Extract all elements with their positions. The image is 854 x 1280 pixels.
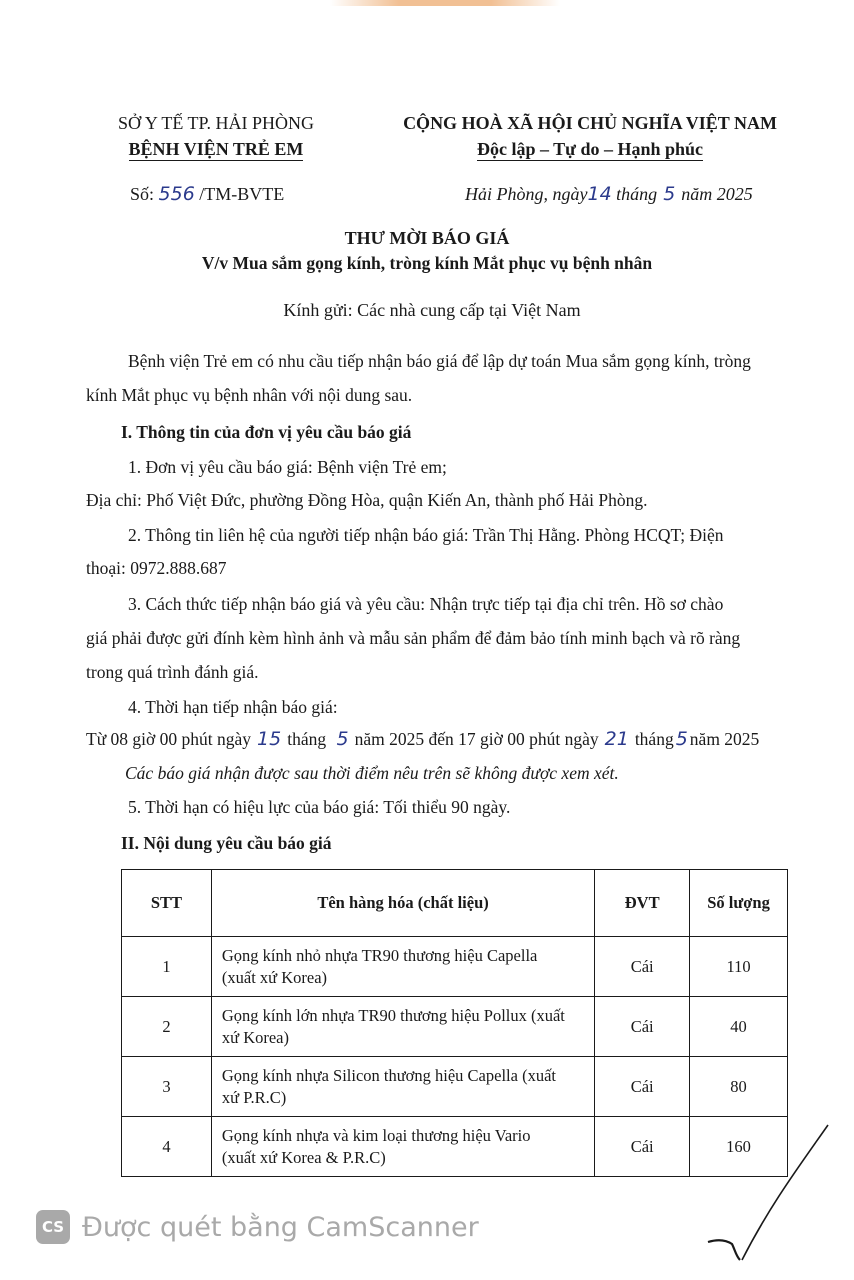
table-header-row	[122, 870, 788, 937]
item-name-line-1: Gọng kính nhựa Silicon thương hiệu Capella (xuất	[221, 1065, 556, 1085]
row-item-name	[211, 1057, 594, 1117]
row-item-name	[211, 1117, 594, 1177]
national-motto-block	[380, 110, 800, 162]
col-header-stt: STT	[122, 870, 212, 937]
ref-number-handwritten: 556	[158, 183, 195, 205]
reference-number	[130, 183, 284, 205]
period-text-3: năm 2025 đến 17 giờ 00 phút ngày	[354, 729, 599, 749]
col-header-item-name: Tên hàng hóa (chất liệu)	[211, 870, 594, 937]
date-month-label: tháng	[616, 184, 658, 204]
validity-period: 5. Thời hạn có hiệu lực của báo giá: Tối thiểu 90 ngày.	[128, 797, 511, 817]
period-text-5: năm 2025	[689, 729, 760, 749]
date-month-handwritten: 5	[663, 183, 676, 205]
issue-date	[465, 183, 753, 205]
intro-line-1: Bệnh viện Trẻ em có nhu cầu tiếp nhận báo giá để lập dự toán Mua sắm gọng kính, tròng	[128, 351, 751, 371]
period-end-month-handwritten: 5	[675, 728, 688, 750]
item-name-line-2: (xuất xứ Korea & P.R.C)	[221, 1147, 386, 1167]
signature-stroke	[690, 1120, 840, 1270]
issuer-department: SỞ Y TẾ TP. HẢI PHÒNG	[117, 113, 315, 133]
issuer-block	[96, 110, 336, 162]
requester-address: Địa chỉ: Phố Việt Đức, phường Đồng Hòa, quận Kiến An, thành phố Hải Phòng.	[86, 490, 648, 510]
section-2-heading: II. Nội dung yêu cầu báo giá	[121, 833, 332, 853]
row-unit: Cái	[595, 997, 690, 1057]
row-quantity: 80	[690, 1057, 788, 1117]
item-name-line-1: Gọng kính nhỏ nhựa TR90 thương hiệu Capella	[221, 945, 538, 965]
deadline-heading: 4. Thời hạn tiếp nhận báo giá:	[128, 697, 338, 717]
item-name-line-1: Gọng kính lớn nhựa TR90 thương hiệu Pollux (xuất	[221, 1005, 565, 1025]
row-unit: Cái	[595, 1117, 690, 1177]
requester-unit: 1. Đơn vị yêu cầu báo giá: Bệnh viện Trẻ em;	[128, 457, 447, 477]
recipient-line: Kính gửi: Các nhà cung cấp tại Việt Nam	[283, 300, 581, 320]
item-name-line-2: xứ Korea)	[221, 1027, 289, 1047]
table-row	[122, 1057, 788, 1117]
col-header-unit: ĐVT	[595, 870, 690, 937]
section-1-heading: I. Thông tin của đơn vị yêu cầu báo giá	[121, 422, 412, 442]
period-text-2: tháng	[287, 729, 327, 749]
row-quantity: 40	[690, 997, 788, 1057]
period-start-day-handwritten: 15	[257, 728, 282, 750]
row-item-name	[211, 997, 594, 1057]
document-subject: V/v Mua sắm gọng kính, tròng kính Mắt phục vụ bệnh nhân	[201, 253, 653, 273]
item-name-line-2: (xuất xứ Korea)	[221, 967, 328, 987]
issuer-hospital-name: BỆNH VIỆN TRẺ EM	[128, 139, 304, 159]
paper-stain	[330, 0, 560, 6]
row-stt: 3	[122, 1057, 212, 1117]
document-title: THƯ MỜI BÁO GIÁ	[344, 228, 510, 248]
method-line-1: 3. Cách thức tiếp nhận báo giá và yêu cầu: Nhận trực tiếp tại địa chỉ trên. Hồ sơ chào	[128, 594, 724, 614]
period-start-month-handwritten: 5	[336, 728, 349, 750]
item-name-line-2: xứ P.R.C)	[221, 1087, 287, 1107]
issuer-hospital	[96, 136, 336, 162]
row-quantity: 160	[690, 1117, 788, 1177]
table-row	[122, 997, 788, 1057]
camscanner-watermark	[36, 1210, 479, 1244]
camscanner-text: Được quét bằng CamScanner	[82, 1211, 479, 1243]
row-item-name	[211, 937, 594, 997]
table-row	[122, 937, 788, 997]
deadline-period	[86, 722, 759, 756]
row-quantity: 110	[690, 937, 788, 997]
national-title: CỘNG HOÀ XÃ HỘI CHỦ NGHĨA VIỆT NAM	[403, 113, 777, 133]
ref-label: Số:	[130, 184, 155, 204]
item-name-line-1: Gọng kính nhựa và kim loại thương hiệu Vario	[221, 1125, 531, 1145]
intro-line-2: kính Mắt phục vụ bệnh nhân với nội dung sau.	[86, 385, 413, 405]
row-unit: Cái	[595, 937, 690, 997]
row-unit: Cái	[595, 1057, 690, 1117]
contact-line-2: thoại: 0972.888.687	[86, 558, 227, 578]
method-line-3: trong quá trình đánh giá.	[86, 662, 259, 682]
ref-suffix: /TM-BVTE	[199, 184, 285, 204]
camscanner-logo-icon: CS	[36, 1210, 70, 1244]
late-submission-note: Các báo giá nhận được sau thời điểm nêu trên sẽ không được xem xét.	[125, 763, 619, 783]
row-stt: 1	[122, 937, 212, 997]
col-header-quantity: Số lượng	[690, 870, 788, 937]
national-motto	[380, 136, 800, 162]
period-end-day-handwritten: 21	[604, 728, 629, 750]
method-line-2: giá phải được gửi đính kèm hình ảnh và mẫu sản phẩm để đảm bảo tính minh bạch và rõ ràng	[86, 628, 741, 648]
date-year: năm 2025	[681, 184, 753, 204]
national-motto-text: Độc lập – Tự do – Hạnh phúc	[476, 139, 704, 159]
date-day-handwritten: 14	[587, 183, 612, 205]
table-row	[122, 1117, 788, 1177]
date-place: Hải Phòng, ngày	[465, 184, 588, 204]
row-stt: 4	[122, 1117, 212, 1177]
row-stt: 2	[122, 997, 212, 1057]
period-text-4: tháng	[634, 729, 674, 749]
contact-line-1: 2. Thông tin liên hệ của người tiếp nhận báo giá: Trần Thị Hằng. Phòng HCQT; Điện	[128, 525, 724, 545]
items-table	[121, 869, 788, 1177]
period-text-1: Từ 08 giờ 00 phút ngày	[86, 729, 252, 749]
